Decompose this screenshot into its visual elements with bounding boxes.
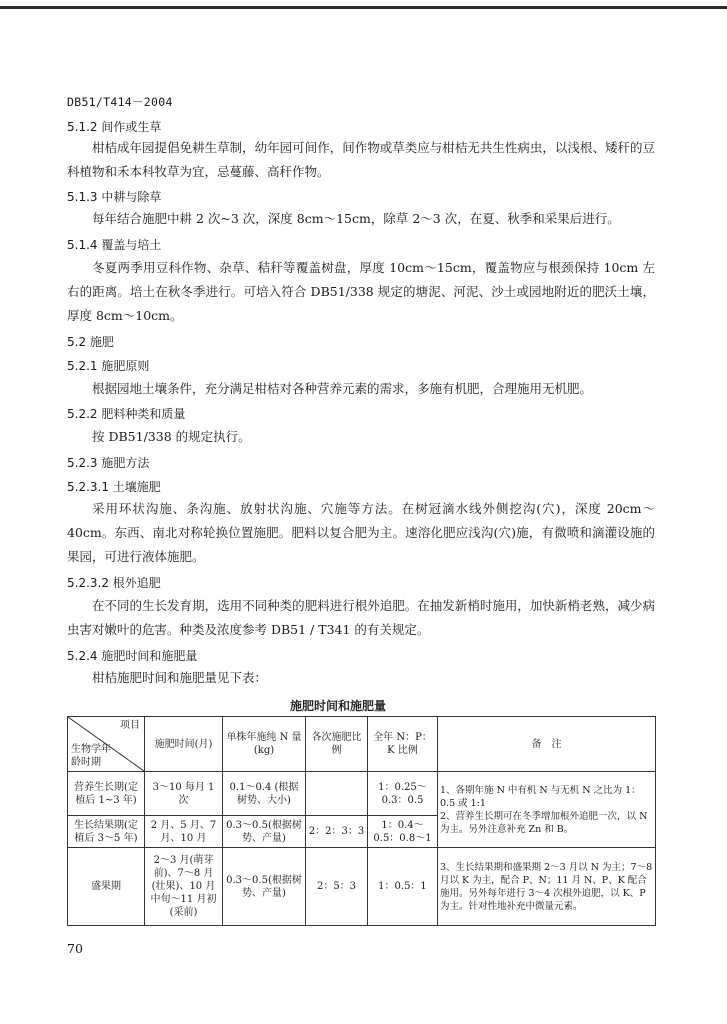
heading-5-2-2: 5.2.2 肥料种类和质量	[67, 407, 186, 421]
row-ratio	[306, 772, 368, 816]
table-row	[68, 772, 656, 816]
heading-5-2-3-2: 5.2.3.2 根外追肥	[67, 576, 161, 590]
row-npk: 1：0.25～0.3：0.5	[368, 772, 438, 816]
row-amount: 0.1～0.4 (根据树势、大小)	[223, 772, 306, 816]
table-corner-cell	[68, 717, 145, 772]
corner-item-label: 项目	[120, 720, 140, 731]
row-amount: 0.3～0.5(根据树势、产量)	[223, 816, 306, 848]
header-npk: 全年 N：P：K 比例	[368, 717, 438, 772]
paragraph-5-2-2: 按 DB51/338 的规定执行。	[92, 429, 251, 444]
row-period: 盛果期	[68, 848, 145, 926]
heading-5-1-3: 5.1.3 中耕与除草	[67, 190, 162, 204]
paragraph-5-2-4: 柑桔施肥时间和施肥量见下表：	[92, 670, 268, 685]
row-ratio: 2：5：3	[306, 848, 368, 926]
row-period: 生长结果期(定植后 3～5 年)	[68, 816, 145, 848]
table-row	[68, 848, 656, 926]
row-npk: 1：0.4～0.5：0.8～1	[368, 816, 438, 848]
note-3: 3、生长结果期和盛果期 2～3 月以 N 为主；7～8 月以 K 为主，配合 P、N；11 月 N、P、K 配合施用。另外每年进行 3～4 次根外追肥，以 K、P 为主。针对性地补充中微量元素。	[438, 848, 656, 926]
heading-5-1-2: 5.1.2 间作或生草	[67, 120, 162, 134]
note-1: 1、各期年施 N 中有机 N 与无机 N 之比为 1：0.5 或 1:1	[440, 784, 641, 809]
row-time: 3～10 每月 1 次	[145, 772, 223, 816]
paragraph-5-2-1: 根据园地土壤条件，充分满足柑桔对各种营养元素的需求，多施有机肥，合理施用无机肥。	[92, 381, 593, 396]
corner-period-label: 生物学年龄时期	[71, 744, 111, 768]
heading-5-2-4: 5.2.4 施肥时间和施肥量	[67, 649, 198, 663]
paragraph-5-1-3: 每年结合施肥中耕 2 次~3 次，深度 8cm～15cm，除草 2～3 次，在夏、秋季和采果后进行。	[92, 211, 620, 226]
paragraph-5-1-2: 柑桔成年园提倡免耕生草制，幼年园可间作，间作物或草类应与柑桔无共生性病虫，以浅根、矮秆的豆科植物和禾本科牧草为宜，忌蔓藤、高秆作物。	[67, 140, 655, 179]
heading-5-2-1: 5.2.1 施肥原则	[67, 359, 150, 373]
document-code: DB51/T414－2004	[67, 95, 173, 109]
table-caption: 施肥时间和施肥量	[290, 699, 387, 713]
top-border-line	[0, 6, 727, 9]
row-period: 营养生长期(定植后 1~3 年)	[68, 772, 145, 816]
note-2: 2、营养生长期可在冬季增加根外追肥一次，以 N 为主。另外注意补充 Zn 和 B。	[440, 810, 648, 835]
heading-5-2-3: 5.2.3 施肥方法	[67, 456, 150, 470]
heading-5-2: 5.2 施肥	[67, 335, 114, 349]
fertilization-table	[67, 716, 656, 926]
row-time: 2～3 月(萌芽前)、7～8 月(壮果)、10 月中旬～11 月初(采前)	[145, 848, 223, 926]
paragraph-5-2-3-2: 在不同的生长发育期，选用不同种类的肥料进行根外追肥。在抽发新梢时施用，加快新梢老熟，减少病虫害对嫩叶的危害。种类及浓度参考 DB51 / T341 的有关规定。	[67, 598, 655, 637]
header-time: 施肥时间(月)	[145, 717, 223, 772]
header-ratio: 各次施肥比例	[306, 717, 368, 772]
row-time: 2 月、5 月、7 月、10 月	[145, 816, 223, 848]
header-amount: 单株年施纯 N 量(kg)	[223, 717, 306, 772]
heading-5-2-3-1: 5.2.3.1 土壤施肥	[67, 480, 161, 494]
page-number: 70	[67, 941, 83, 956]
paragraph-5-1-4: 冬夏两季用豆科作物、杂草、秸秆等覆盖树盘，厚度 10cm～15cm，覆盖物应与根颈保持 10cm 左右的距离。培土在秋冬季进行。可培入符合 DB51/338 规定的塘泥、河泥、沙土或园地附近的肥沃土壤，厚度 8cm～10cm。	[67, 260, 655, 323]
header-notes: 备 注	[438, 717, 656, 772]
row-ratio: 2：2：3：3	[306, 816, 368, 848]
paragraph-5-2-3-1: 采用环状沟施、条沟施、放射状沟施、穴施等方法。在树冠滴水线外侧挖沟(穴)，深度 20cm～40cm。东西、南北对称轮换位置施肥。肥料以复合肥为主。速溶化肥应浅沟(穴)施，有微喷和滴灌设施的果园，可进行液体施肥。	[67, 501, 655, 564]
row-npk: 1：0.5：1	[368, 848, 438, 926]
notes-cell	[438, 772, 656, 848]
table-header-row	[68, 717, 656, 772]
heading-5-1-4: 5.1.4 覆盖与培土	[67, 238, 162, 252]
row-amount: 0.3～0.5(根据树势、产量)	[223, 848, 306, 926]
